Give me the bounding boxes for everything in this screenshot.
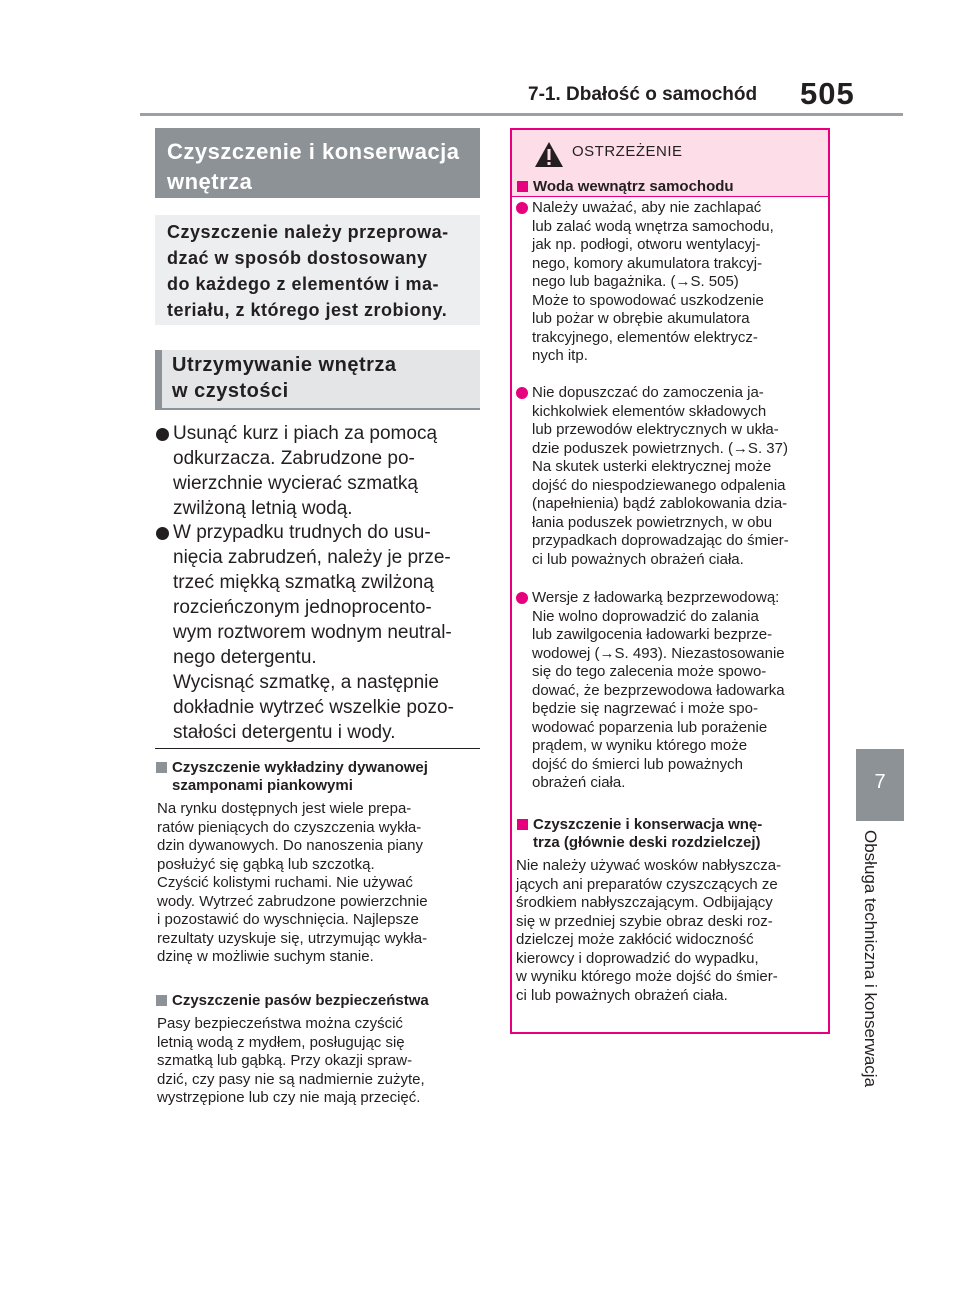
main-heading: Czyszczenie i konserwacja wnętrza — [155, 128, 480, 198]
belts-heading: Czyszczenie pasów bezpieczeństwa — [155, 992, 480, 1010]
section-divider — [155, 748, 480, 749]
subheading: Utrzymywanie wnętrza w czystości — [155, 350, 480, 408]
dashboard-heading: Czyszczenie i konserwacja wnę- trza (głównie deski rozdzielczej) — [516, 816, 826, 852]
bullet-dot-icon — [516, 592, 528, 604]
water-heading: Woda wewnątrz samochodu — [516, 178, 826, 196]
page-number: 505 — [800, 76, 855, 111]
carpet-heading: Czyszczenie wykładziny dywanowej szamponami piankowymi — [155, 759, 480, 795]
warning-bullet-charger: Wersje z ładowarką bezprzewodową: Nie wolno doprowadzić do zalania lub zawilgocenia ładowarki bezprze- wodowej (→S. 493). Niezastosowanie się do tego zalecenia może spowo- dować, że bezprzewodowa ładowarka będzie się nagrzewać i może spo- wodować poparzenia lub porażenie prądem, w wyniku którego może dojść do śmierci lub poważnych obrażeń ciała. — [516, 589, 826, 793]
square-bullet-icon — [156, 762, 167, 773]
bullet-dot-icon — [516, 202, 528, 214]
chapter-title: Obsługa techniczna i konserwacja — [861, 830, 880, 1088]
chapter-number: 7 — [874, 771, 886, 793]
warning-label: OSTRZEŻENIE — [572, 143, 683, 160]
square-bullet-icon — [517, 181, 528, 192]
carpet-body: Na rynku dostępnych jest wiele prepa- ratów pieniących do czyszczenia wykła- dzin dywanowych. Do nanoszenia piany posłużyć się gąbką lub szczotką. Czyścić kolistymi ruchami. Nie używać wody. Wytrzeć zabrudzone powierzchnie i pozostawić do wyschnięcia. Najlepsze rezultaty uzyskuje się, utrzymując wykła- dzinę w możliwie suchym stanie. — [157, 800, 428, 965]
intro-box: Czyszczenie należy przeprowa- dzać w sposób dostosowany do każdego z elementów i ma- teriału, z którego jest zrobiony. — [155, 215, 480, 325]
warning-triangle-icon — [534, 141, 564, 168]
bullet-dot-icon — [156, 527, 169, 540]
bullet-vacuum: Usunąć kurz i piach za pomocą odkurzacza. Zabrudzone po- wierzchnie wycierać szmatką zwilżoną letnią wodą. — [155, 421, 480, 521]
belts-body: Pasy bezpieczeństwa można czyścić letnią wodą z mydłem, posługując się szmatką lub gąbką. Przy okazji spraw- dzić, czy pasy nie są nadmiernie zużyte, wystrzępione lub czy nie mają przecięć. — [157, 1015, 425, 1106]
bullet-detergent: W przypadku trudnych do usu- nięcia zabrudzeń, należy je prze- trzeć miękką szmatką zwilżoną rozcieńczonym jednoprocento- wym roztworem wodnym neutral- nego detergentu. Wycisnąć szmatkę, a następnie dokładnie wytrzeć wszelkie pozo- stałości detergentu i wody. — [155, 520, 480, 745]
warning-bullet-water: Należy uważać, aby nie zachlapać lub zalać wodą wnętrza samochodu, jak np. podłogi, otworu wentylacyj- nego, komory akumulatora trakcyj- nego lub bagażnika. (→S. 505) Może to spowodować uszkodzenie lub pożar w obrębie akumulatora trakcyjnego, elementów elektrycz- nych itp. — [516, 199, 826, 366]
dashboard-body: Nie należy używać wosków nabłyszcza- jących ani preparatów czyszczących ze środkiem nabłyszczającym. Odbijający się w przedniej szybie obraz deski roz- dzielczej może zakłócić widoczność kierowcy i doprowadzić do wypadku, w wyniku którego może dojść do śmier- ci lub poważnych obrażeń ciała. — [516, 857, 782, 1004]
square-bullet-icon — [156, 995, 167, 1006]
subheading-rule — [155, 408, 480, 410]
bullet-dot-icon — [516, 387, 528, 399]
square-bullet-icon — [517, 819, 528, 830]
bullet-dot-icon — [156, 428, 169, 441]
warning-bullet-airbags: Nie dopuszczać do zamoczenia ja- kichkolwiek elementów składowych lub przewodów elektrycznych w ukła- dzie poduszek powietrznych. (→S. 37) Na skutek usterki elektrycznej może dojść do niespodziewanego odpalenia (napełnienia) bądź zablokowania dzia- łania poduszek powietrznych, w obu przypadkach doprowadzając do śmier- ci lub poważnych obrażeń ciała. — [516, 384, 826, 569]
header-rule — [140, 113, 903, 116]
section-title: 7-1. Dbałość o samochód — [528, 84, 758, 105]
